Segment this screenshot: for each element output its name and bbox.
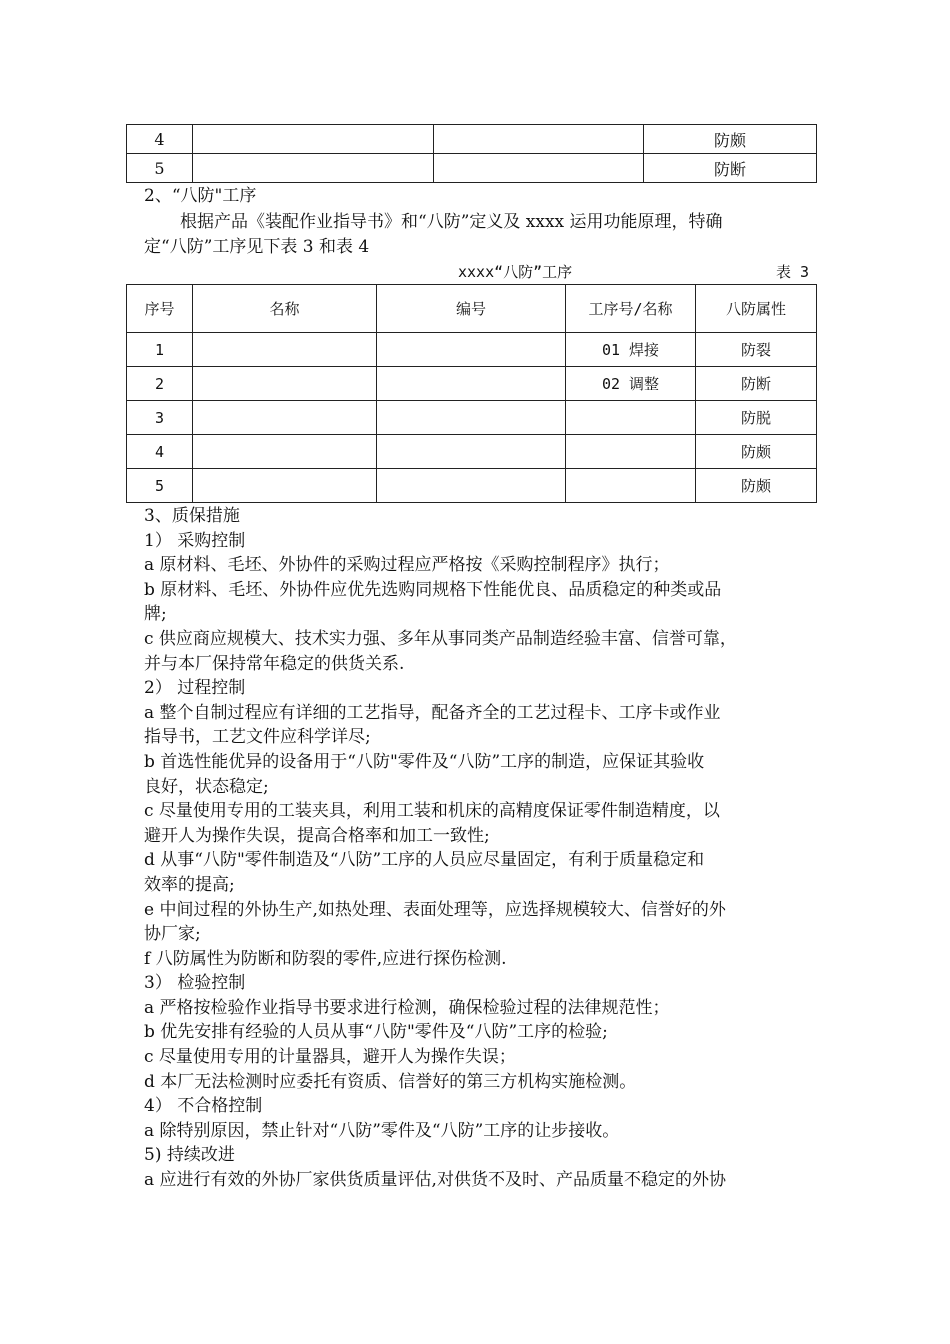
body-line: a 原材料、毛坯、外协件的采购过程应严格按《采购控制程序》执行； <box>144 555 670 576</box>
body-line: 并与本厂保持常年稳定的供货关系. <box>144 653 405 674</box>
cell-name <box>193 367 377 401</box>
table-row <box>127 367 817 401</box>
header-no: 序号 <box>127 285 193 333</box>
quality-measures-section <box>144 504 816 1193</box>
body-line: b 首选性能优异的设备用于“八防"零件及“八防”工序的制造，应保证其验收 <box>144 751 705 772</box>
header-process: 工序号/名称 <box>566 285 696 333</box>
body-line: 效率的提高; <box>144 874 235 895</box>
cell-empty <box>434 154 644 183</box>
cell-process: 01 焊接 <box>566 333 696 367</box>
table-row <box>127 154 817 183</box>
body-line: b 原材料、毛坯、外协件应优先选购同规格下性能优良、品质稳定的种类或品 <box>144 579 722 600</box>
body-line: e 中间过程的外协生产,如热处理、表面处理等，应选择规模较大、信誉好的外 <box>144 899 726 920</box>
table-row <box>127 333 817 367</box>
body-line: c 尽量使用专用的工装夹具，利用工装和机床的高精度保证零件制造精度，以 <box>144 801 720 822</box>
table-header-row <box>127 285 817 333</box>
body-line: 3、质保措施 <box>144 506 240 526</box>
body-line: 4） 不合格控制 <box>144 1096 263 1117</box>
body-line: d 本厂无法检测时应委托有资质、信誉好的第三方机构实施检测。 <box>144 1071 637 1092</box>
section-2-heading: 2、“八防"工序 <box>144 186 257 206</box>
body-line: a 整个自制过程应有详细的工艺指导，配备齐全的工艺过程卡、工序卡或作业 <box>144 702 721 723</box>
body-line: 2） 过程控制 <box>144 678 246 699</box>
table-row <box>127 125 817 154</box>
cell-no: 4 <box>127 435 193 469</box>
cell-code <box>377 333 566 367</box>
cell-process: 02 调整 <box>566 367 696 401</box>
cell-empty <box>434 125 644 154</box>
body-line: 避开人为操作失误，提高合格率和加工一致性; <box>144 825 490 846</box>
body-line: 牌; <box>144 604 167 625</box>
header-name: 名称 <box>193 285 377 333</box>
table-row <box>127 469 817 503</box>
body-line: a 除特别原因，禁止针对“八防”零件及“八防”工序的让步接收。 <box>144 1120 620 1141</box>
cell-name <box>193 401 377 435</box>
cell-attr: 防断 <box>644 154 817 183</box>
cell-name <box>193 469 377 503</box>
body-line: 指导书，工艺文件应科学详尽; <box>144 727 371 748</box>
table-3 <box>126 284 817 503</box>
cell-attr: 防颇 <box>644 125 817 154</box>
body-line: c 供应商应规模大、技术实力强、多年从事同类产品制造经验丰富、信誉可靠， <box>144 628 737 649</box>
body-line: 1） 采购控制 <box>144 530 246 551</box>
body-line: a 应进行有效的外协厂家供货质量评估,对供货不及时、产品质量不稳定的外协 <box>144 1170 726 1191</box>
cell-code <box>377 401 566 435</box>
header-attr: 八防属性 <box>696 285 817 333</box>
cell-process <box>566 401 696 435</box>
cell-process <box>566 435 696 469</box>
cell-process <box>566 469 696 503</box>
cell-attr: 防断 <box>696 367 817 401</box>
header-code: 编号 <box>377 285 566 333</box>
cell-attr: 防裂 <box>696 333 817 367</box>
cell-code <box>377 367 566 401</box>
cell-code <box>377 435 566 469</box>
cell-no: 3 <box>127 401 193 435</box>
cell-empty <box>193 154 434 183</box>
cell-no: 2 <box>127 367 193 401</box>
cell-empty <box>193 125 434 154</box>
cell-no: 1 <box>127 333 193 367</box>
cell-no: 4 <box>127 125 193 154</box>
table-3-caption: xxxx“八防”工序 <box>458 263 573 281</box>
table-row <box>127 401 817 435</box>
body-line: d 从事“八防"零件制造及“八防”工序的人员应尽量固定，有利于质量稳定和 <box>144 850 705 871</box>
body-line: 协厂家; <box>144 924 201 945</box>
cell-attr: 防脱 <box>696 401 817 435</box>
body-line: 良好，状态稳定; <box>144 776 269 797</box>
cell-no: 5 <box>127 469 193 503</box>
body-line: b 优先安排有经验的人员从事“八防"零件及“八防”工序的检验; <box>144 1022 608 1043</box>
section-2-paragraph-line-2: 定“八防”工序见下表 3 和表 4 <box>144 237 370 257</box>
table-top-continuation <box>126 124 817 183</box>
body-line: 5) 持续改进 <box>144 1145 235 1166</box>
section-2-paragraph-line-1: 根据产品《装配作业指导书》和“八防”定义及 xxxx 运用功能原理，特确 <box>180 212 723 232</box>
cell-no: 5 <box>127 154 193 183</box>
body-line: a 严格按检验作业指导书要求进行检测，确保检验过程的法律规范性； <box>144 997 670 1018</box>
cell-attr: 防颇 <box>696 435 817 469</box>
table-3-number: 表 3 <box>776 263 810 281</box>
cell-name <box>193 435 377 469</box>
body-line: 3） 检验控制 <box>144 973 246 994</box>
cell-attr: 防颇 <box>696 469 817 503</box>
body-line: c 尽量使用专用的计量器具，避开人为操作失误； <box>144 1047 516 1068</box>
cell-code <box>377 469 566 503</box>
table-row <box>127 435 817 469</box>
cell-name <box>193 333 377 367</box>
body-line: f 八防属性为防断和防裂的零件,应进行探伤检测. <box>144 948 507 969</box>
